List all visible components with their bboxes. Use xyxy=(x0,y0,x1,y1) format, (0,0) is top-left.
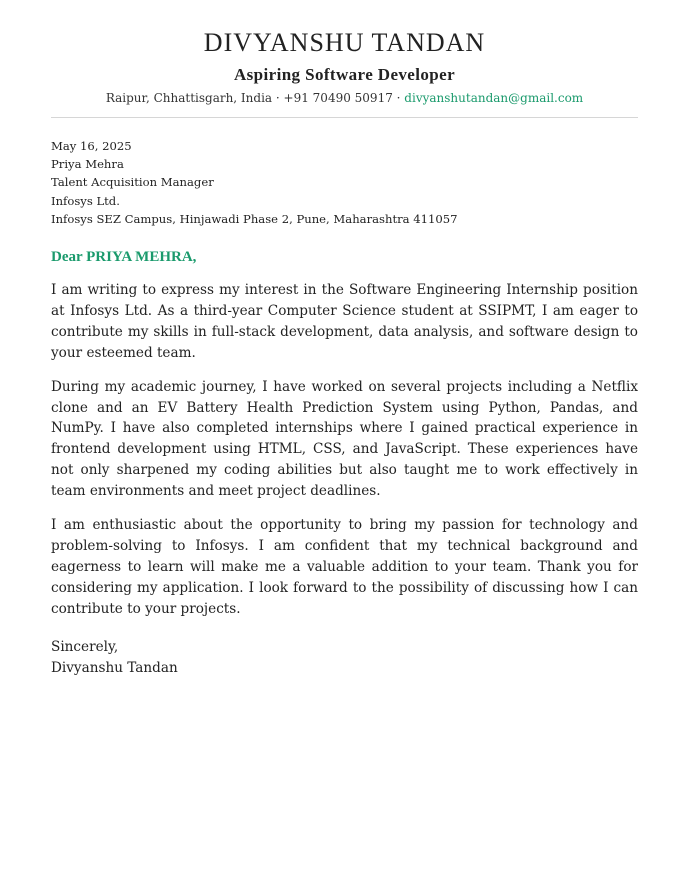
recipient-name: Priya Mehra xyxy=(51,157,124,172)
letter-body xyxy=(51,280,638,620)
contact-line xyxy=(51,90,638,106)
recipient-company: Infosys Ltd. xyxy=(51,193,120,208)
applicant-name: DIVYANSHU TANDAN xyxy=(203,28,486,57)
contact-phone: +91 70490 50917 xyxy=(283,91,393,105)
recipient-block xyxy=(51,137,638,228)
recipient-title: Talent Acquisition Manager xyxy=(51,175,214,190)
body-paragraph: I am writing to express my interest in the Software Engineering Internship position at Infosys Ltd. As a third-year Computer Science student at SSIPMT, I am eager to contribute my skills in full-stack development, data analysis, and software design to your esteemed team. xyxy=(51,282,638,361)
contact-separator: · xyxy=(392,91,405,105)
letter-header xyxy=(51,0,638,106)
letter-closing xyxy=(51,637,638,679)
header-divider xyxy=(51,117,638,118)
signature-name: Divyanshu Tandan xyxy=(51,659,178,676)
letter-date: May 16, 2025 xyxy=(51,139,132,153)
contact-location: Raipur, Chhattisgarh, India xyxy=(105,91,273,105)
body-paragraph: During my academic journey, I have worked on several projects including a Netflix clone and an EV Battery Health Prediction System using Python, Pandas, and NumPy. I have also completed internships where I gained practical experience in frontend development using HTML, CSS, and JavaScript. These experiences have not only sharpened my coding abilities but also taught me to work effectively in team environments and meet project deadlines. xyxy=(51,378,638,500)
contact-email-link[interactable]: divyanshutandan@gmail.com xyxy=(404,91,584,105)
recipient-address: Infosys SEZ Campus, Hinjawadi Phase 2, Pune, Maharashtra 411057 xyxy=(51,211,458,226)
applicant-title: Aspiring Software Developer xyxy=(233,65,456,84)
contact-separator: · xyxy=(272,91,284,105)
letter-greeting: Dear PRIYA MEHRA, xyxy=(51,249,197,266)
closing-phrase: Sincerely, xyxy=(51,638,119,655)
body-paragraph: I am enthusiastic about the opportunity to bring my passion for technology and problem-solving to Infosys. I am confident that my technical background and eagerness to learn will make me a valuable addition to your team. Thank you for considering my application. I look forward to the possibility of discussing how I can contribute to your projects. xyxy=(51,517,638,617)
